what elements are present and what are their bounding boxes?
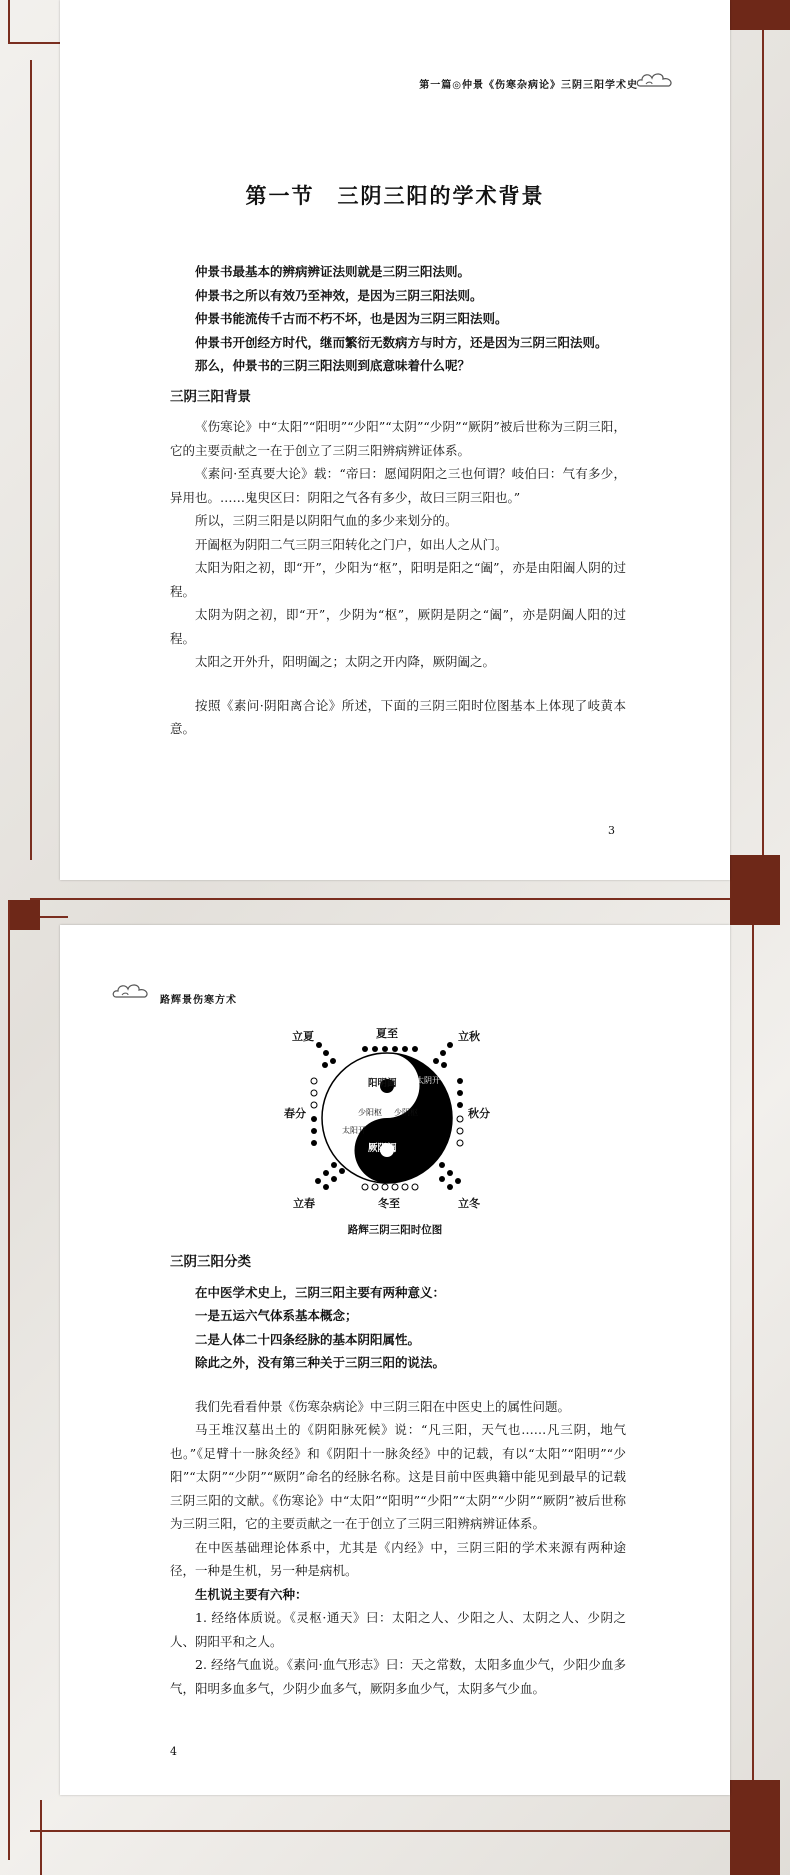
bold-line: 仲景书最基本的辨病辨证法则就是三阴三阳法则。	[195, 264, 471, 279]
frame-block-bottom-right	[730, 1780, 780, 1875]
paragraph: 开阖枢为阴阳二气三阴三阳转化之门户，如出人之从门。	[195, 536, 508, 552]
list-item: 2. 经络气血说。《素问·血气形志》曰：天之常数，太阳多血少气，少阳少血多气，阳明多血多气，少阴少血多气，厥阴多血少气，太阴多气少血。	[170, 1657, 626, 1696]
bold-line: 一是五运六气体系基本概念；	[195, 1308, 358, 1323]
label-autumn-equinox: 秋分	[468, 1107, 490, 1120]
time-position-diagram	[60, 925, 730, 1245]
label-shaoyang-shu: 少阳枢	[358, 1108, 382, 1117]
paragraph: 太阴为阴之初，即“开”，少阴为“枢”，厥阴是阴之“阖”，亦是阴阖人阳的过程。	[170, 607, 626, 646]
bold-line: 仲景书之所以有效乃至神效，是因为三阴三阳法则。	[195, 287, 483, 303]
frame-line-top-left-h	[8, 42, 63, 44]
label-summer-solstice: 夏至	[376, 1027, 398, 1040]
paragraph: 所以，三阴三阳是以阴阳气血的多少来划分的。	[195, 513, 458, 528]
paragraph: 太阳之开外升，阳明阖之；太阴之开内降，厥阴阖之。	[195, 654, 496, 669]
paragraph: 按照《素问·阴阳离合论》所述，下面的三阴三阳时位图基本上体现了岐黄本意。	[170, 697, 626, 736]
label-taiyin-kai: 太阴开	[416, 1076, 440, 1085]
bold-paragraph: 生机说主要有六种：	[195, 1586, 308, 1602]
diagram-caption: 路辉三阴三阳时位图	[347, 1224, 443, 1236]
label-autumn-start: 立秋	[458, 1030, 480, 1043]
frame-line-right-v2	[752, 880, 754, 1840]
label-taiyang-kai: 太阳开	[342, 1126, 366, 1135]
page2-body	[170, 1243, 626, 1700]
label-shaoyin-shu: 少阴枢	[394, 1108, 418, 1117]
subheading: 三阴三阳背景	[170, 388, 251, 405]
list-item: 1. 经络体质说。《灵枢·通天》曰：太阳之人、少阳之人、太阴之人、少阴之人、阴阳平和之人。	[170, 1610, 626, 1649]
frame-line-left-v	[8, 0, 10, 44]
page-number: 3	[608, 824, 615, 837]
frame-block-top-right	[730, 0, 790, 30]
running-header: 第一篇◎仲景《伤寒杂病论》三阴三阳学术史	[419, 80, 638, 91]
bold-line: 仲景书开创经方时代，继而繁衍无数病方与时方，还是因为三阴三阳法则。	[195, 334, 608, 350]
running-header: 路辉景伤寒方术	[160, 995, 237, 1006]
label-winter-start: 立冬	[458, 1197, 480, 1210]
frame-line-left-v2	[30, 60, 32, 860]
frame-line-mid-h	[30, 898, 770, 900]
label-winter-solstice: 冬至	[378, 1197, 400, 1210]
label-jueyin-he: 厥阴阖	[368, 1143, 397, 1154]
bold-line: 仲景书能流传千古而不朽不坏，也是因为三阴三阳法则。	[195, 311, 508, 326]
section-title: 第一节 三阴三阳的学术背景	[245, 184, 545, 208]
frame-line-left-v3	[8, 900, 10, 1860]
label-spring-equinox: 春分	[284, 1107, 306, 1120]
frame-line-bottom-h	[30, 1830, 770, 1832]
subheading: 三阴三阳分类	[170, 1254, 251, 1270]
book-page-3	[60, 0, 730, 880]
frame-block-mid-left	[10, 900, 40, 930]
paragraph: 《伤寒论》中“太阳”“阳明”“少阳”“太阴”“少阴”“厥阴”被后世称为三阴三阳，它的主要贡献之一在于创立了三阴三阳辨病辨证体系。	[170, 419, 626, 458]
bold-line: 除此之外，没有第三种关于三阴三阳的说法。	[195, 1355, 446, 1370]
paragraph: 《素问·至真要大论》载：“帝曰：愿闻阴阳之三也何谓？岐伯曰：气有多少，异用也。……鬼臾区曰：阴阳之气各有多少，故曰三阴三阳也。”	[170, 466, 626, 505]
paragraph: 太阳为阳之初，即“开”，少阳为“枢”，阳明是阳之“阖”，亦是由阳阖人阴的过程。	[170, 560, 626, 599]
page-number: 4	[170, 1745, 177, 1758]
book-page-4	[60, 925, 730, 1795]
label-summer-start: 立夏	[292, 1030, 314, 1043]
bold-line: 在中医学术史上，三阴三阳主要有两种意义：	[195, 1284, 446, 1300]
bold-line: 二是人体二十四条经脉的基本阴阳属性。	[195, 1331, 421, 1347]
paragraph: 我们先看看仲景《伤寒杂病论》中三阴三阳在中医史上的属性问题。	[195, 1398, 571, 1414]
frame-line-right-v	[762, 20, 764, 860]
label-spring-start: 立春	[293, 1197, 315, 1210]
frame-line-left-v4	[40, 1800, 42, 1875]
paragraph: 在中医基础理论体系中，尤其是《内经》中，三阴三阳的学术来源有两种途径，一种是生机，另一种是病机。	[170, 1539, 626, 1578]
paragraph: 马王堆汉墓出土的《阴阳脉死候》说：“凡三阳，天气也……凡三阴，地气也。”《足臂十一脉灸经》和《阴阳十一脉灸经》中的记载，有以“太阳”“阳明”“少阳”“太阴”“少阴”“厥阴”命名的经脉名称。这是目前中医典籍中能见到最早的记载三阴三阳的文献。《伤寒论》中“太阳”“阳明”“少阳”“太阴”“少阴”“厥阴”被后世称为三阴三阳，它的主要贡献之一在于创立了三阴三阳辨病辨证体系。	[170, 1422, 626, 1531]
page1-body	[170, 260, 626, 741]
bold-line: 那么，仲景书的三阴三阳法则到底意味着什么呢？	[195, 358, 471, 373]
label-yangming-he: 阳明阖	[368, 1078, 397, 1089]
frame-block-mid-right	[730, 855, 780, 925]
cloud-ornament-icon	[636, 70, 676, 92]
